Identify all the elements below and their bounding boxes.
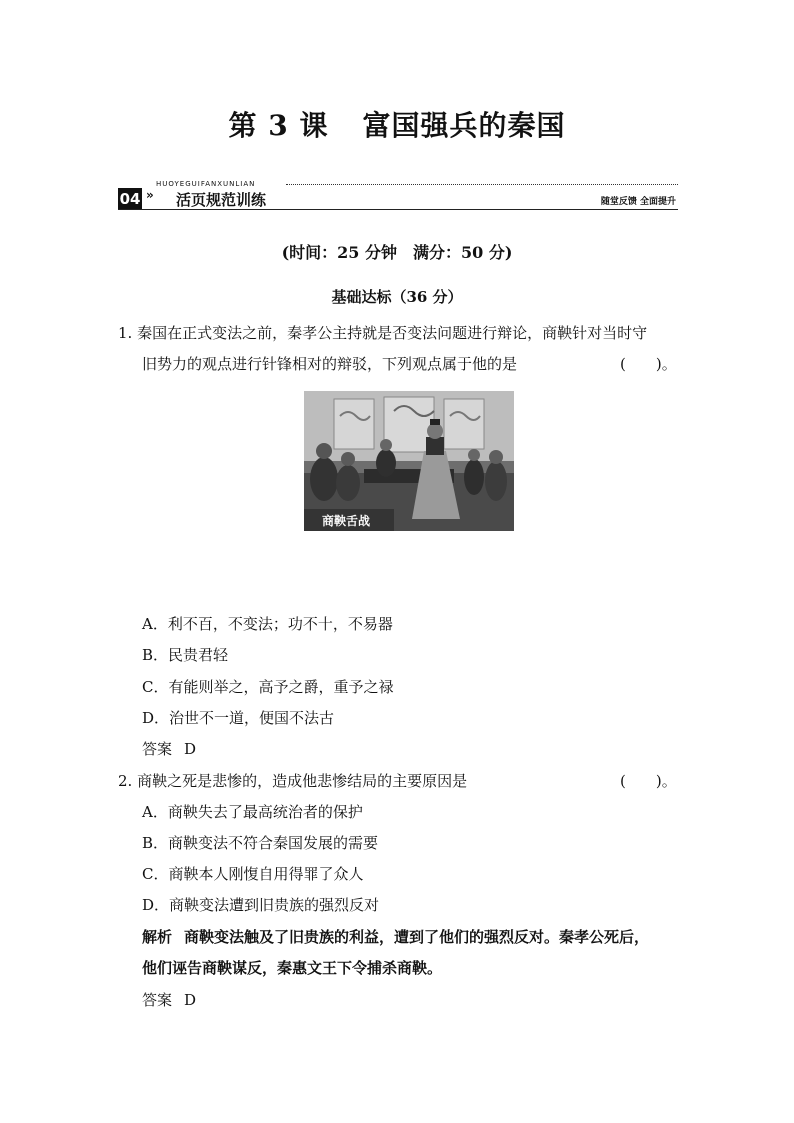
shang-yang-debate-illustration — [304, 391, 514, 531]
chevron-right-icon: » — [146, 188, 154, 202]
answer-value: D — [184, 991, 197, 1009]
question-1-option-c: C．有能则举之，高予之爵，重予之禄 — [142, 678, 394, 696]
answer-label: 答案 — [142, 740, 173, 758]
lesson-title — [0, 104, 794, 144]
banner-label: 活页规范训练 — [176, 191, 267, 209]
time-score-line: (时间：25 分钟 满分：50 分) — [281, 243, 513, 262]
lesson-number: 第 3 课 — [228, 109, 329, 142]
question-2-explanation-line1 — [142, 926, 649, 947]
banner-slogan: 随堂反馈 全面提升 — [600, 197, 676, 207]
figure-caption: 商鞅舌战 — [322, 514, 371, 528]
section-heading: 基础达标（36 分） — [331, 288, 463, 306]
banner-dotted-rule — [286, 184, 678, 185]
answer-value: D — [184, 740, 197, 758]
question-1-stem-line1: 1. 秦国在正式变法之前，秦孝公主持就是否变法问题进行辩论，商鞅针对当时守 — [118, 324, 648, 342]
banner-pinyin: HUOYEGUIFANXUNLIAN — [156, 180, 256, 188]
question-1-option-a: A．利不百，不变法；功不十，不易器 — [142, 615, 393, 633]
banner-number: 04 — [119, 190, 141, 208]
answer-label: 答案 — [142, 991, 173, 1009]
question-2-answer — [142, 989, 196, 1010]
question-2-option-d: D．商鞅变法遭到旧贵族的强烈反对 — [142, 896, 380, 914]
question-1-option-d: D．治世不一道，便国不法古 — [142, 709, 335, 727]
explanation-text: 商鞅变法触及了旧贵族的利益，遭到了他们的强烈反对。秦孝公死后， — [184, 928, 650, 946]
question-2-stem: 2. 商鞅之死是悲惨的，造成他悲惨结局的主要原因是 — [118, 772, 468, 790]
question-1-answer-blank: ( )。 — [620, 355, 677, 373]
lesson-name: 富国强兵的秦国 — [362, 109, 566, 142]
question-2-option-c: C．商鞅本人刚愎自用得罪了众人 — [142, 865, 364, 883]
question-1-answer — [142, 738, 196, 759]
section-banner — [118, 176, 678, 212]
question-1-option-b: B．民贵君轻 — [142, 646, 229, 664]
question-2-option-b: B．商鞅变法不符合秦国发展的需要 — [142, 834, 379, 852]
banner-rule — [118, 209, 678, 210]
explanation-label: 解析 — [142, 928, 173, 946]
question-1-stem-line2: 旧势力的观点进行针锋相对的辩驳，下列观点属于他的是 — [142, 355, 518, 373]
question-2-explanation-line2: 他们诬告商鞅谋反，秦惠文王下令捕杀商鞅。 — [142, 959, 443, 977]
question-2-option-a: A．商鞅失去了最高统治者的保护 — [142, 803, 363, 821]
question-2-answer-blank: ( )。 — [620, 772, 677, 790]
